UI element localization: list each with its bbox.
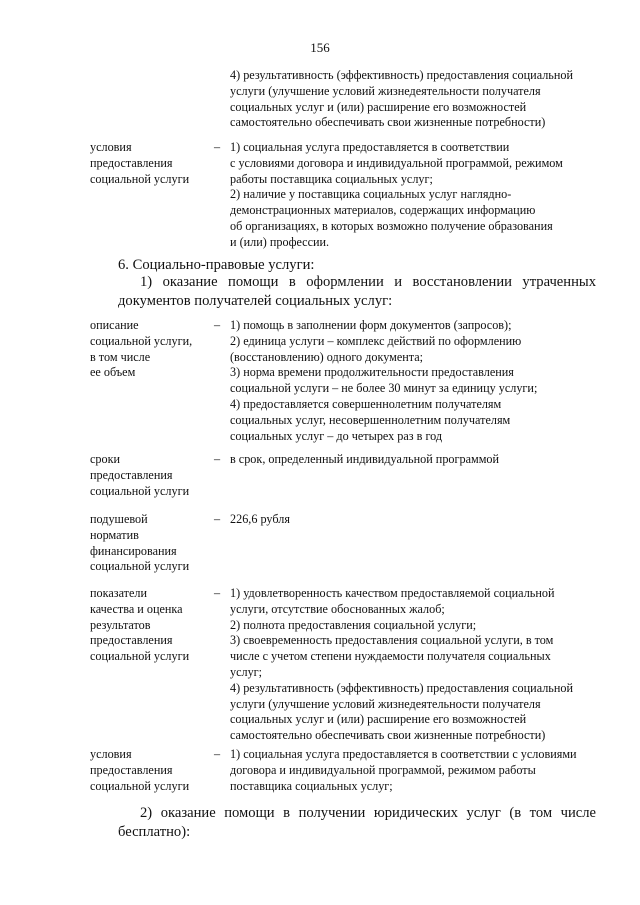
page-number: 156	[310, 40, 330, 55]
dash: –	[214, 512, 221, 526]
service1-description-row	[90, 318, 590, 444]
service1-terms-value: в срок, определенный индивидуальной программой	[230, 452, 500, 466]
service1-conditions-label: условия предоставления социальной услуги	[90, 747, 190, 793]
top-continuation-text: 4) результативность (эффективность) предоставления социальной услуги (улучшение условий жизнедеятельности получателя социальных услуг и (или) расширение его возможностей самостоятельно обеспечивать свои жизненные потребности)	[230, 68, 573, 130]
list-item: 3) своевременность предоставления социальной услуги, в том числе с учетом степени нуждаемости получателя социальных услуг;	[230, 633, 554, 679]
list-item: 1) социальная услуга предоставляется в соответствии с условиями договора и индивидуальной программой, режимом работы поставщика социальных услуг;	[230, 140, 563, 186]
list-item: 2) наличие у поставщика социальных услуг наглядно- демонстрационных материалов, содержащих информацию об организациях, в которых возможно получение образования и (или) профессии.	[230, 187, 553, 249]
service1-terms-label: сроки предоставления социальной услуги	[90, 452, 190, 498]
list-item: 3) норма времени продолжительности предоставления социальной услуги – не более 30 минут за единицу услуги;	[230, 365, 538, 396]
service1-quality-value	[230, 586, 590, 744]
top-continuation	[230, 68, 590, 131]
subsection-1-title: 1) оказание помощи в оформлении и восстановлении утраченных документов получателей социальных услуг:	[118, 274, 596, 309]
service1-conditions-value: 1) социальная услуга предоставляется в соответствии с условиями договора и индивидуальной программой, режимом работы поставщика социальных услуг;	[230, 747, 577, 793]
list-item: 1) удовлетворенность качеством предоставляемой социальной услуги, отсутствие обоснованных жалоб;	[230, 586, 555, 616]
block1-conditions-value	[230, 140, 590, 251]
service1-norm-row	[90, 512, 590, 575]
service1-norm-label: подушевой норматив финансирования социальной услуги	[90, 512, 190, 574]
list-item: 1) помощь в заполнении форм документов (запросов);	[230, 318, 512, 332]
dash: –	[214, 586, 221, 600]
service1-norm-value: 226,6 рубля	[230, 512, 290, 526]
list-item: 2) полнота предоставления социальной услуги;	[230, 617, 477, 632]
service1-terms-row	[90, 452, 590, 499]
service1-quality-label: показатели качества и оценка результатов предоставления социальной услуги	[90, 586, 190, 664]
dash: –	[214, 747, 221, 761]
dash: –	[214, 318, 221, 332]
dash: –	[214, 452, 221, 466]
block1-conditions-label: условия предоставления социальной услуги	[90, 140, 190, 186]
service1-description-label: описание социальной услуги, в том числе ее объем	[90, 318, 193, 380]
service1-conditions-row	[90, 747, 590, 794]
block1-conditions-row	[90, 140, 590, 251]
section-heading: 6. Социально-правовые услуги:	[118, 257, 315, 273]
list-item: 4) предоставляется совершеннолетним получателям социальных услуг, несовершеннолетним получателям социальных услуг – до четырех раз в год	[230, 396, 511, 443]
service1-quality-row	[90, 586, 590, 744]
service1-description-value	[230, 318, 590, 444]
list-item: 4) результативность (эффективность) предоставления социальной услуги (улучшение условий жизнедеятельности получателя социальных услуг и (или) расширение его возможностей самостоятельно обеспечивать свои жизненные потребности)	[230, 680, 573, 743]
subsection-2-title: 2) оказание помощи в получении юридических услуг (в том числе бесплатно):	[118, 805, 596, 840]
dash: –	[214, 140, 221, 154]
list-item: 2) единица услуги – комплекс действий по оформлению (восстановлению) одного документа;	[230, 333, 522, 364]
